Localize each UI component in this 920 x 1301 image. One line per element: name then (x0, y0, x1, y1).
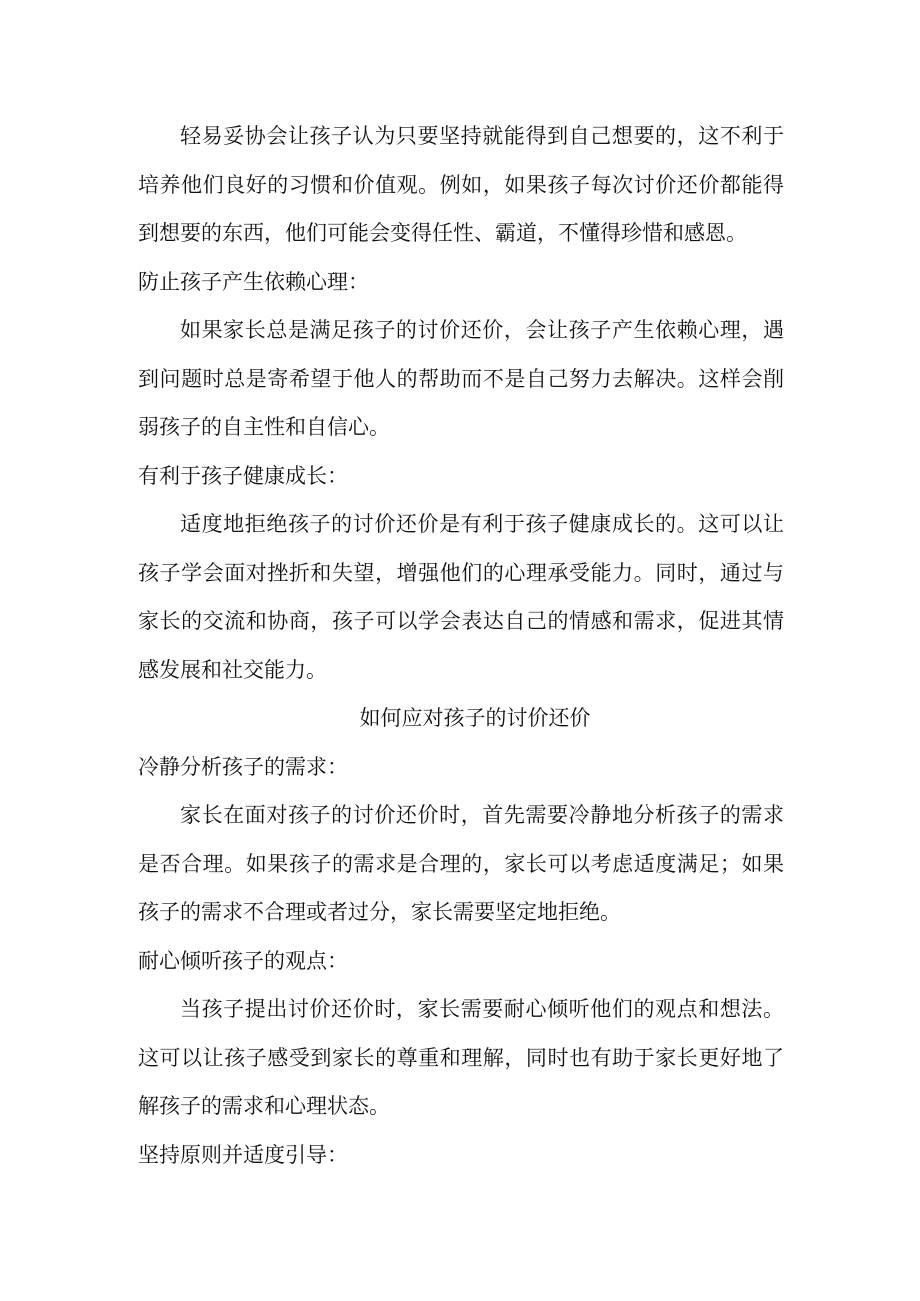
document-page (138, 112, 784, 1179)
heading-healthy-growth: 有利于孩子健康成长： (138, 463, 348, 488)
heading-principles: 坚持原则并适度引导： (138, 1142, 348, 1167)
paragraph-healthy-growth: 适度地拒绝孩子的讨价还价是有利于孩子健康成长的。这可以让孩子学会面对挫折和失望，增强他们的心理承受能力。同时，通过与家长的交流和协商，孩子可以学会表达自己的情感和需求，促进其情感发展和社交能力。 (138, 512, 784, 682)
paragraph-compromise: 轻易妥协会让孩子认为只要坚持就能得到自己想要的，这不利于培养他们良好的习惯和价值观。例如，如果孩子每次讨价还价都能得到想要的东西，他们可能会变得任性、霸道，不懂得珍惜和感恩。 (138, 124, 784, 245)
section-title: 如何应对孩子的讨价还价 (359, 706, 591, 730)
paragraph-listen: 当孩子提出讨价还价时，家长需要耐心倾听他们的观点和想法。这可以让孩子感受到家长的尊重和理解，同时也有助于家长更好地了解孩子的需求和心理状态。 (138, 997, 784, 1118)
heading-listen: 耐心倾听孩子的观点： (138, 948, 348, 973)
paragraph-analyze-needs: 家长在面对孩子的讨价还价时，首先需要冷静地分析孩子的需求是否合理。如果孩子的需求是合理的，家长可以考虑适度满足；如果孩子的需求不合理或者过分，家长需要坚定地拒绝。 (138, 803, 784, 924)
heading-analyze-needs: 冷静分析孩子的需求： (138, 754, 348, 779)
heading-prevent-dependence: 防止孩子产生依赖心理： (138, 269, 369, 294)
paragraph-dependence: 如果家长总是满足孩子的讨价还价，会让孩子产生依赖心理，遇到问题时总是寄希望于他人的帮助而不是自己努力去解决。这样会削弱孩子的自主性和自信心。 (138, 318, 784, 439)
